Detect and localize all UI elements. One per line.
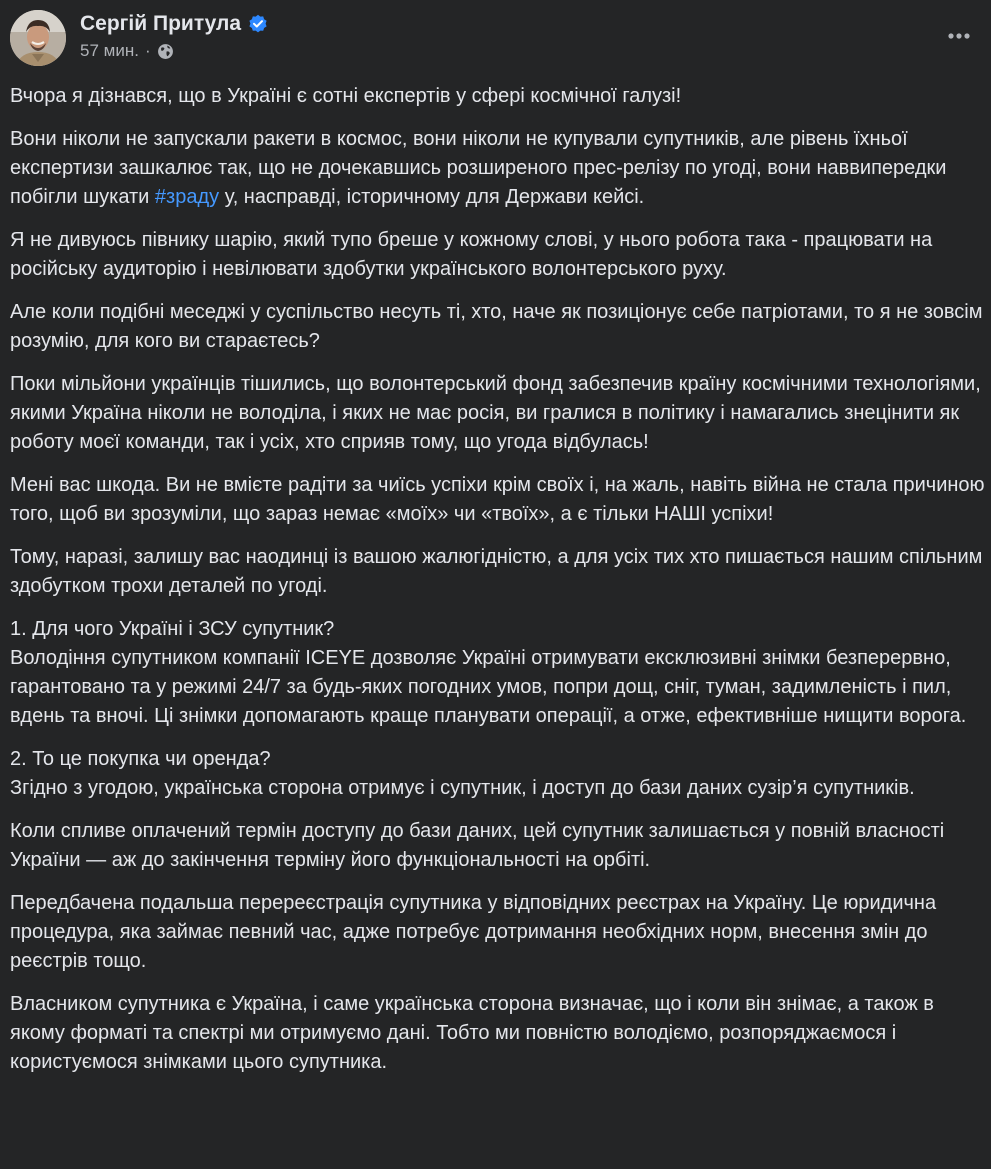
post-meta [80,41,174,61]
post-timestamp[interactable]: 57 мин. [80,41,139,60]
post-body [10,82,985,1091]
post-paragraph-10: Коли спливе оплачений термін доступу до бази даних, цей супутник залишається у повній власності України — аж до закінчення терміну його функціональності на орбіті. [10,820,945,871]
post-paragraph-11: Передбачена подальша перереєстрація супутника у відповідних реєстрах на Україну. Це юридична процедура, яка займає певний час, адже потребує дотримання необхідних норм, внесення змін до реєстрів тощо. [10,892,937,972]
post-paragraph-6: Мені вас шкода. Ви не вмієте радіти за чиїсь успіхи крім своїх і, на жаль, навіть війна не стала причиною того, щоб ви зрозуміли, що зараз немає «моїх» чи «твоїх», а є тільки НАШІ успіхи! [10,474,985,525]
author-line [80,12,268,36]
meta-separator: · [144,41,151,60]
verified-badge-icon [248,14,268,34]
more-options-button[interactable] [941,18,977,54]
post-paragraph-5: Поки мільйони українців тішились, що волонтерський фонд забезпечив країну космічними технологіями, якими Україна ніколи не володіла, і яких не має росія, ви гралися в політику і намагались знецінити як роботу моєї команди, так і усіх, хто сприяв тому, що угода відбулась! [10,373,981,453]
paragraph-2-text: Вони ніколи не запускали ракети в космос, вони ніколи не купували супутників, але рівень їхньої експертизи зашкалює так, що не дочекавшись розширеного прес-релізу по угоді, вони наввипередки побігли шукати [10,128,947,208]
post-paragraph-7: Тому, наразі, залишу вас наодинці із вашою жалюгідністю, а для усіх тих хто пишається нашим спільним здобутком трохи деталей по угоді. [10,546,983,597]
hashtag-link[interactable]: #зраду [154,186,220,208]
post-paragraph-2 [10,125,985,212]
globe-icon[interactable] [157,43,174,60]
post-header [10,10,981,66]
more-dots-icon [947,32,971,40]
post-paragraph-8: 1. Для чого Україні і ЗСУ супутник? Володіння супутником компанії ICEYE дозволяє Україні отримувати ексклюзивні знімки безперервно, гарантовано та у режимі 24/7 за будь-яких погодних умов, попри дощ, сніг, туман, задимленість і пил, вдень та вночі. Ці знімки допомагають краще планувати операції, а отже, ефективніше нищити ворога. [10,618,967,727]
author-name[interactable]: Сергій Притула [80,12,242,35]
post-paragraph-4: Але коли подібні меседжі у суспільство несуть ті, хто, наче як позиціонує себе патріотами, то я не зовсім розумію, для кого ви стараєтесь? [10,301,983,352]
post-paragraph-3: Я не дивуюсь півнику шарію, який тупо бреше у кожному слові, у нього робота така - працювати на російську аудиторію і невілювати здобутки українського волонтерського руху. [10,229,933,280]
paragraph-2-tail: у, насправді, історичному для Держави кейсі. [219,186,645,208]
post-paragraph-1: Вчора я дізнався, що в Україні є сотні експертів у сфері космічної галузі! [10,85,682,107]
author-avatar[interactable] [10,10,66,66]
avatar-image [10,10,66,66]
post-paragraph-9: 2. То це покупка чи оренда? Згідно з угодою, українська сторона отримує і супутник, і доступ до бази даних сузір’я супутників. [10,748,915,799]
post-paragraph-12: Власником супутника є Україна, і саме українська сторона визначає, що і коли він знімає, а також в якому форматі та спектрі ми отримуємо дані. Тобто ми повністю володіємо, розпоряджаємося і користуємося знімками цього супутника. [10,993,934,1073]
